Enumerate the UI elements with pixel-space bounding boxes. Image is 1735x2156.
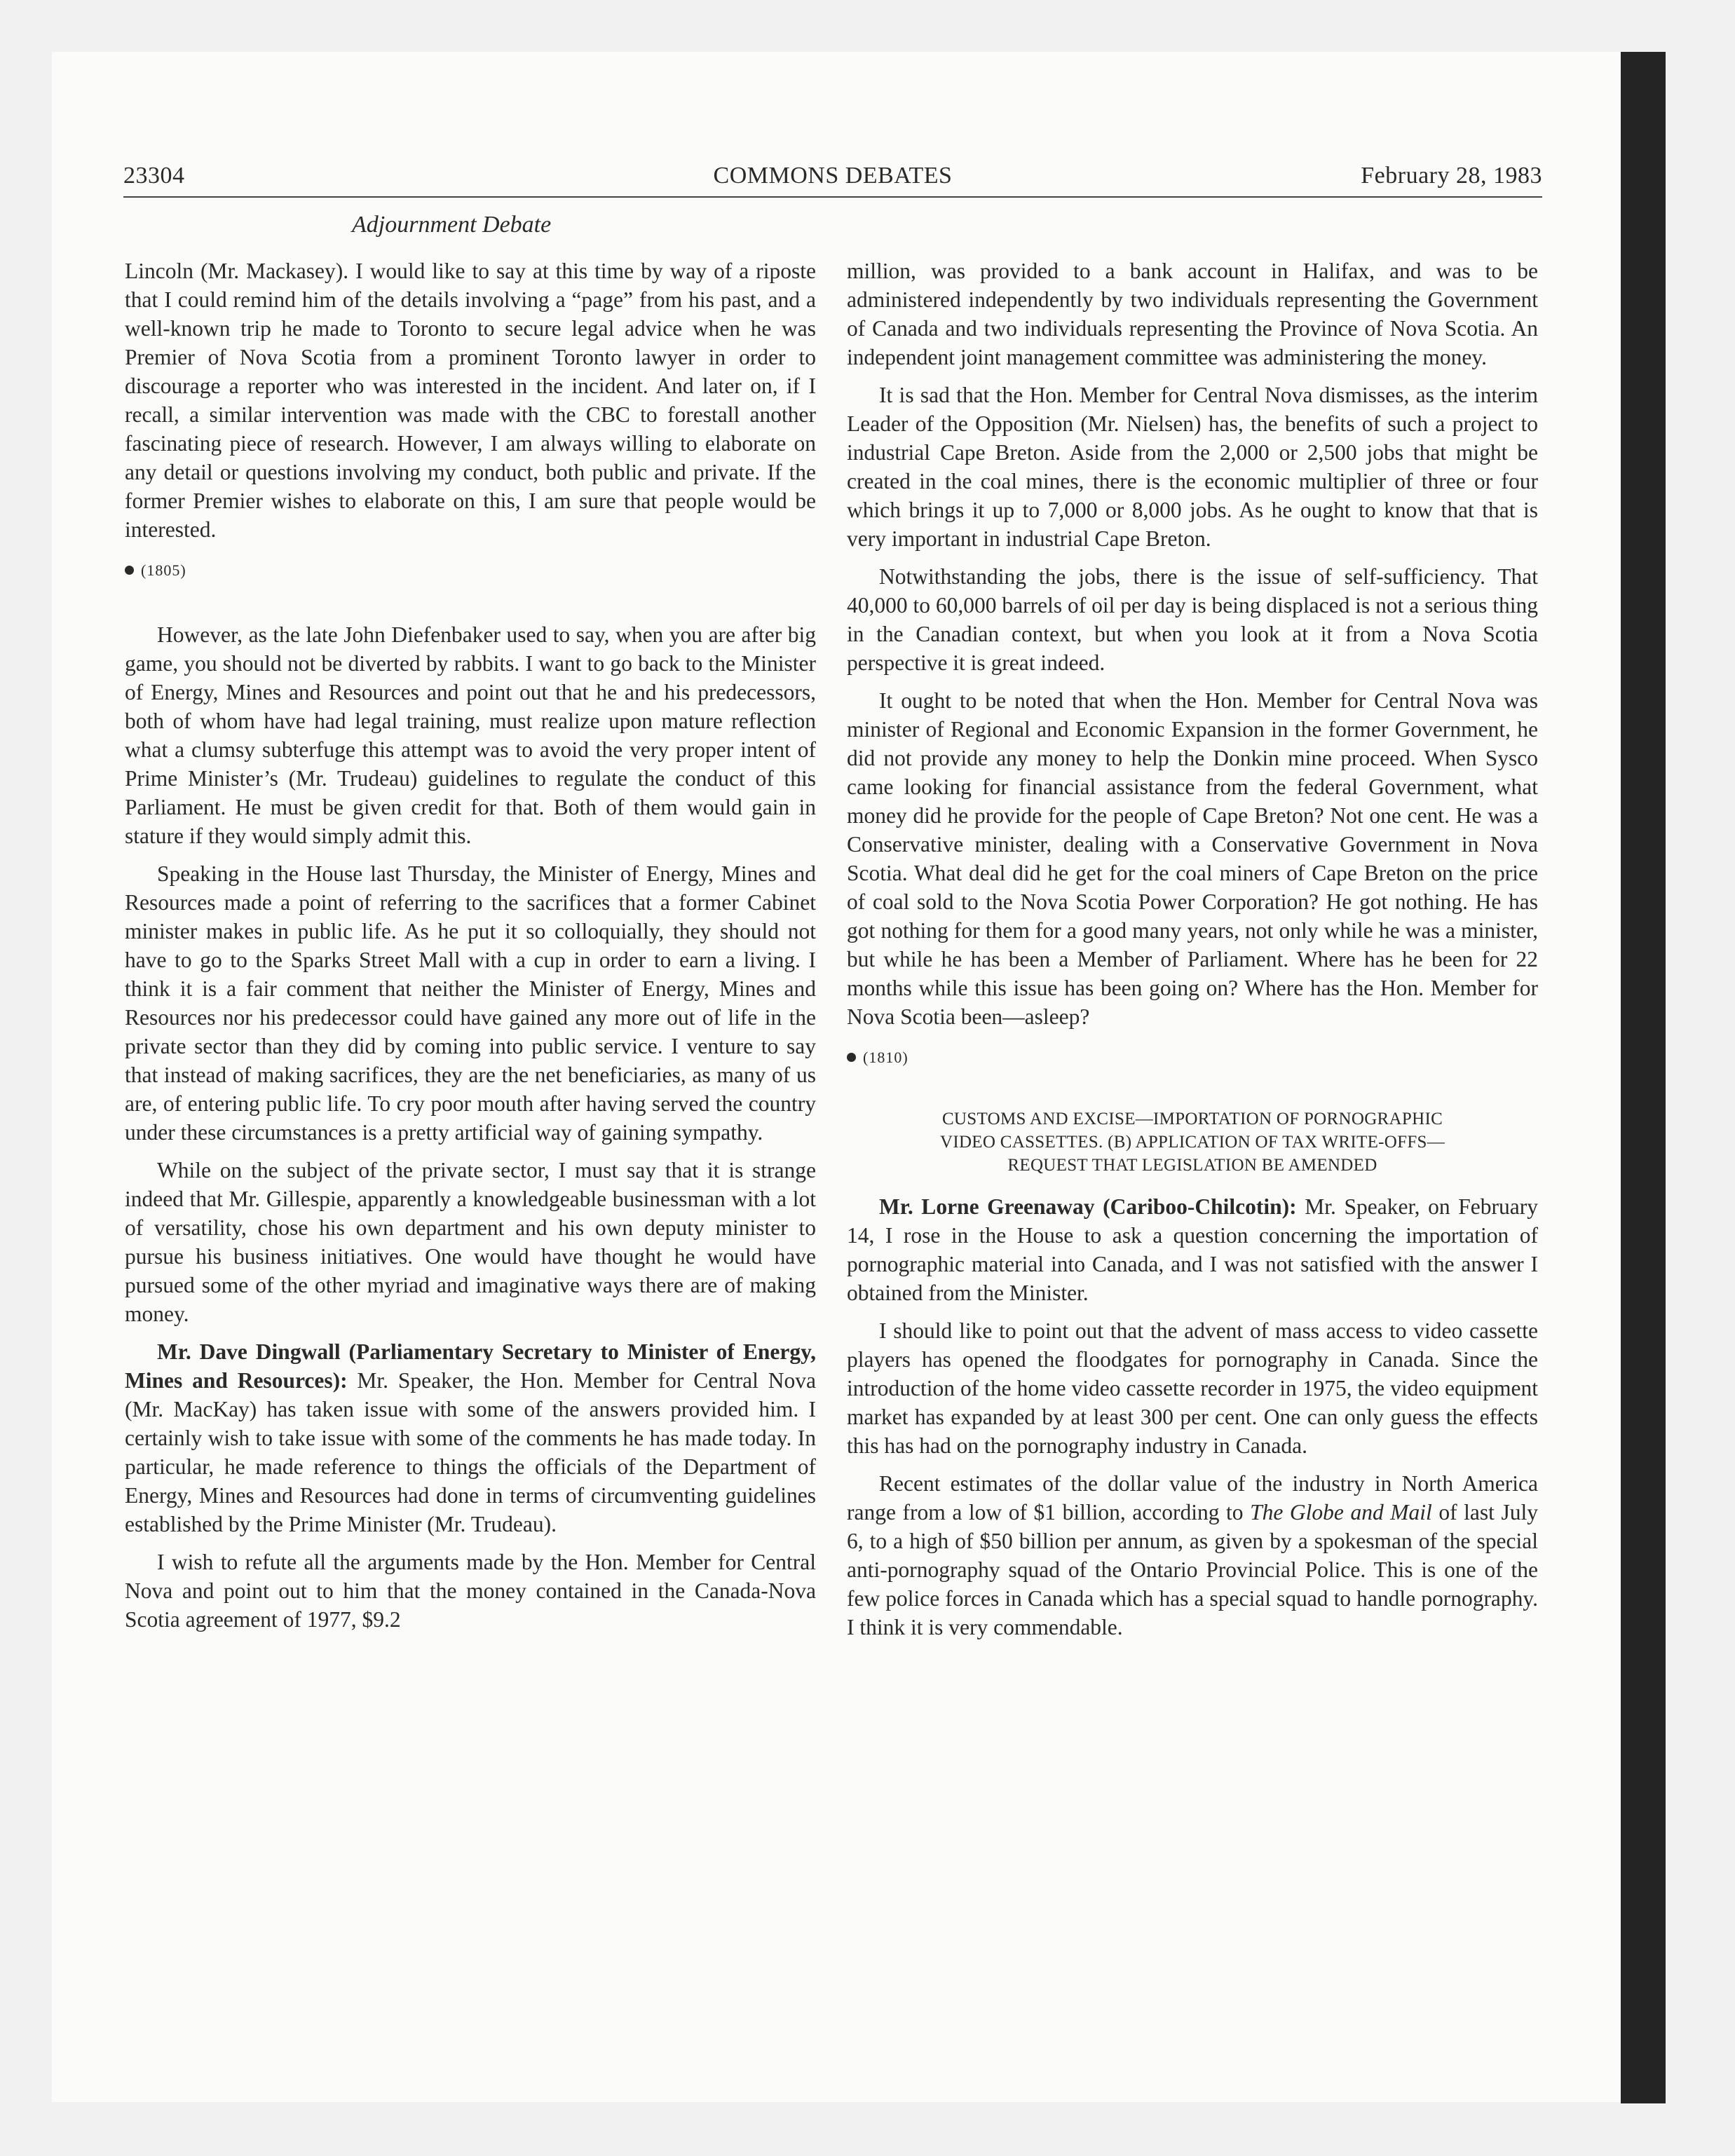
subject-heading [847,1107,1538,1177]
heading-line: REQUEST THAT LEGISLATION BE AMENDED [1007,1156,1377,1175]
paragraph: I wish to refute all the arguments made by the Hon. Member for Central Nova and point out to him that the money contained in the Canada-Nova Scotia agreement of 1977, $9.2 [125,1550,816,1632]
timestamp: (1810) [863,1049,909,1066]
newspaper-title: The Globe and Mail [1250,1500,1432,1524]
bullet-icon [847,1053,856,1062]
paragraph: Speaking in the House last Thursday, the Minister of Energy, Mines and Resources made a point of referring to the sacrifices that a former Cabinet minister makes in public life. As he put it so colloquially, they should not have to go to the Sparks Street Mall with a cup in order to earn a living. I think it is a fair comment that neither the Minister of Energy, Mines and Resources nor his predecessor could have gained any more out of life in the private sector than they did by coming into public service. I venture to say that instead of making sacrifices, they are the net beneficiaries, as many of us are, of entering public life. To cry poor mouth after having served the country under these circumstances is a pretty artificial way of gaining sympathy. [125,861,816,1145]
right-column [847,257,1538,1651]
paragraph [847,1469,1538,1642]
publication-date: February 28, 1983 [1361,163,1542,189]
timestamp: (1805) [141,561,186,579]
speaker-paragraph [125,1337,816,1538]
timestamp-marker [125,560,816,581]
paragraph: It is sad that the Hon. Member for Central Nova dismisses, as the interim Leader of the Opposition (Mr. Nielsen) has, the benefits of such a project to industrial Cape Breton. Aside from the 2,000 or 2,500 jobs that might be created in the coal mines, there is the economic multiplier of three or four which brings it up to 7,000 or 8,000 jobs. As he ought to know that that is very important in industrial Cape Breton. [847,383,1538,551]
page-number: 23304 [123,163,185,189]
timestamp-marker [847,1047,1538,1068]
header-rule [123,196,1542,198]
scan-edge-shadow [1621,52,1666,2103]
speaker-name: Mr. Dave Dingwall (Parliamentary Secretary to Minister of Energy, Mines and Resources): [125,1339,816,1393]
paragraph: million, was provided to a bank account in Halifax, and was to be administered independently by two individuals representing the Government of Canada and two individuals representing the Province of Nova Scotia. An independent joint management committee was administering the money. [847,259,1538,369]
publication-title: COMMONS DEBATES [713,163,953,189]
text-run: of last July 6, to a high of $50 billion per annum, as given by a spokesman of the special anti-pornography squad of the Ontario Provincial Police. This is one of the few police forces in Canada which has a special squad to handle pornography. I think it is very commendable. [847,1500,1538,1639]
paragraph: I should like to point out that the advent of mass access to video cassette players has opened the floodgates for pornography in Canada. Since the introduction of the home video cassette recorder in 1975, the video equipment market has expanded by at least 300 per cent. One can only guess the effects this has had on the pornography industry in Canada. [847,1318,1538,1458]
paragraph: Notwithstanding the jobs, there is the issue of self-sufficiency. That 40,000 to 60,000 barrels of oil per day is being displaced is not a serious thing in the Canadian context, but when you look at it from a Nova Scotia perspective it is great indeed. [847,564,1538,675]
paragraph: It ought to be noted that when the Hon. Member for Central Nova was minister of Regional and Economic Expansion in the former Government, he did not provide any money to help the Donkin mine proceed. When Sysco came looking for financial assistance from the federal Government, what money did he provide for the people of Cape Breton? Not one cent. He was a Conservative minister, dealing with a Conservative Government in Nova Scotia. What deal did he get for the coal miners of Cape Breton on the price of coal sold to the Nova Scotia Power Corporation? He got nothing. He has got nothing for them for a good many years, not only while he was a minister, but while he has been a Member of Parliament. Where has he been for 22 months while this issue has been going on? Where has the Hon. Member for Nova Scotia been—asleep? [847,688,1538,1029]
text-run: Recent estimates of the dollar value of the industry in North America range from a low of $1 billion, according to [847,1471,1538,1524]
heading-line: VIDEO CASSETTES. (B) APPLICATION OF TAX WRITE-OFFS— [939,1133,1445,1152]
paragraph: Lincoln (Mr. Mackasey). I would like to say at this time by way of a riposte that I could remind him of the details involving a “page” from his past, and a well-known trip he made to Toronto to secure legal advice when he was Premier of Nova Scotia from a prominent Toronto lawyer in order to discourage a reporter who was interested in the incident. And later on, if I recall, a similar intervention was made with the CBC to forestall another fascinating piece of research. However, I am always willing to elaborate on any detail or questions involving my conduct, both public and private. If the former Premier wishes to elaborate on this, I am sure that people would be interested. [125,259,816,542]
paragraph: However, as the late John Diefenbaker used to say, when you are after big game, you should not be diverted by rabbits. I want to go back to the Minister of Energy, Mines and Resources and point out that he and his predecessors, both of whom have had legal training, must realize upon mature reflection what a clumsy subterfuge this attempt was to avoid the very proper intent of Prime Minister’s (Mr. Trudeau) guidelines to regulate the conduct of this Parliament. He must be given credit for that. Both of them would gain in stature if they would simply admit this. [125,622,816,848]
speaker-name: Mr. Lorne Greenaway (Cariboo-Chilcotin): [879,1194,1297,1219]
page-header [123,163,1542,198]
speaker-paragraph [847,1192,1538,1307]
paragraph: While on the subject of the private sector, I must say that it is strange indeed that Mr. Gillespie, apparently a knowledgeable businessman with a lot of versatility, chose his own department and his own deputy minister to pursue his business initiatives. One would have thought he would have pursued some of the other myriad and imaginative ways there are of making money. [125,1158,816,1326]
speech-text: Mr. Speaker, on February 14, I rose in the House to ask a question concerning the importation of pornographic material into Canada, and I was not satisfied with the answer I obtained from the Minister. [847,1194,1538,1305]
heading-line: CUSTOMS AND EXCISE—IMPORTATION OF PORNOGRAPHIC [941,1110,1443,1128]
left-column [125,257,816,1643]
speech-text: Mr. Speaker, the Hon. Member for Central Nova (Mr. MacKay) has taken issue with some of the answers provided him. I certainly wish to take issue with some of the comments he has made today. In particular, he made reference to things the officials of the Department of Energy, Mines and Resources had done in terms of circumventing guidelines established by the Prime Minister (Mr. Trudeau). [125,1368,816,1536]
section-title: Adjournment Debate [352,212,552,238]
bullet-icon [125,566,134,575]
